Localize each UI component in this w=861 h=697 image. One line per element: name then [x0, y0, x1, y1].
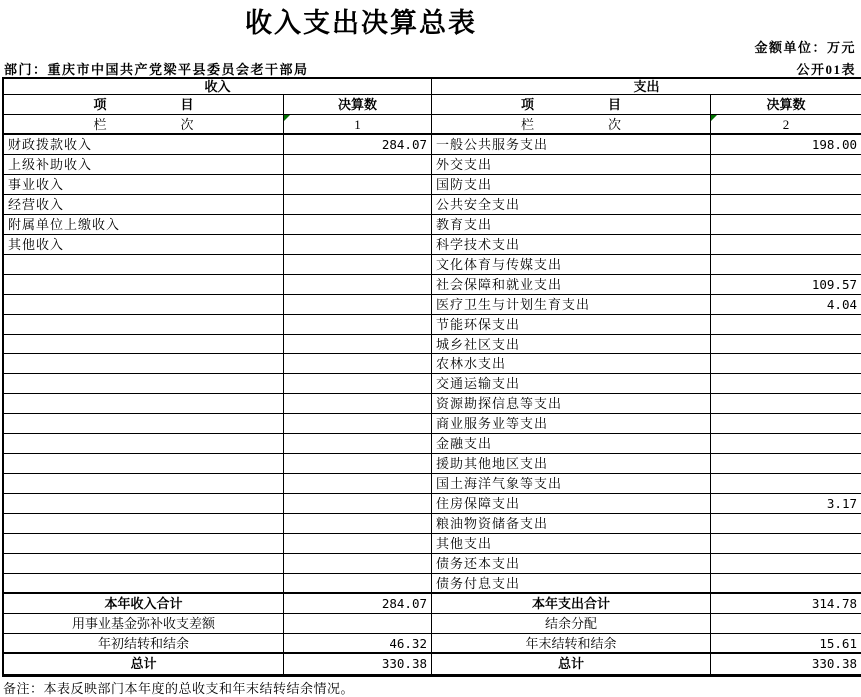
expense-value-cell [711, 554, 861, 574]
income-value-cell [284, 235, 432, 255]
expense-item-cell: 债务还本支出 [432, 554, 711, 574]
column-header-row [4, 95, 861, 115]
table-row [4, 554, 861, 574]
income-value-cell [284, 494, 432, 514]
expense-item-cell: 文化体育与传媒支出 [432, 255, 711, 275]
income-value-cell [284, 215, 432, 235]
income-value-cell [284, 275, 432, 295]
expense-value-cell [711, 235, 861, 255]
summary-expense-value-cell: 15.61 [711, 634, 861, 654]
income-item-cell [4, 295, 284, 315]
table-row [4, 175, 861, 195]
table-row [4, 354, 861, 374]
summary-income-value-cell [284, 614, 432, 634]
income-value-cell [284, 175, 432, 195]
income-value-cell [284, 255, 432, 275]
income-item-cell [4, 434, 284, 454]
income-item-cell: 经营收入 [4, 195, 284, 215]
income-value-cell [284, 335, 432, 355]
expense-value-cell [711, 434, 861, 454]
data-rows-container [4, 135, 861, 594]
meta-row [4, 59, 856, 78]
table-row [4, 335, 861, 355]
expense-section-header: 支出 [432, 79, 861, 95]
summary-expense-value-cell [711, 614, 861, 634]
income-value-cell [284, 195, 432, 215]
summary-row [4, 654, 861, 674]
income-value-cell [284, 434, 432, 454]
income-value-cell [284, 554, 432, 574]
expense-value-cell: 198.00 [711, 135, 861, 155]
income-lane-header [4, 115, 284, 135]
summary-row [4, 594, 861, 614]
expense-value-cell [711, 255, 861, 275]
income-item-cell [4, 394, 284, 414]
summary-expense-value-cell: 314.78 [711, 594, 861, 614]
expense-item-cell: 商业服务业等支出 [432, 414, 711, 434]
income-value-cell [284, 295, 432, 315]
table-row [4, 454, 861, 474]
income-item-column-header [4, 95, 284, 115]
income-item-cell [4, 354, 284, 374]
table-code-label: 公开01表 [796, 62, 856, 77]
income-section-header: 收入 [4, 79, 432, 95]
summary-rows-container [4, 594, 861, 674]
expense-item-cell: 医疗卫生与计划生育支出 [432, 295, 711, 315]
income-item-cell [4, 514, 284, 534]
income-item-cell [4, 275, 284, 295]
expense-item-cell: 公共安全支出 [432, 195, 711, 215]
summary-income-label-cell: 年初结转和结余 [4, 634, 284, 654]
expense-lane-number-cell [711, 115, 861, 135]
expense-value-cell [711, 215, 861, 235]
expense-lane-header [432, 115, 711, 135]
expense-item-cell: 其他支出 [432, 534, 711, 554]
table-row [4, 275, 861, 295]
page-title: 收入支出决算总表 [245, 8, 477, 38]
expense-item-cell: 金融支出 [432, 434, 711, 454]
income-value-cell: 284.07 [284, 135, 432, 155]
income-item-cell [4, 374, 284, 394]
expense-value-cell [711, 574, 861, 594]
expense-value-cell: 109.57 [711, 275, 861, 295]
summary-income-value-cell: 46.32 [284, 634, 432, 654]
income-item-cell: 上级补助收入 [4, 155, 284, 175]
expense-item-cell: 资源勘探信息等支出 [432, 394, 711, 414]
lane-number-row [4, 115, 861, 135]
income-item-cell [4, 474, 284, 494]
table-row [4, 434, 861, 454]
expense-item-cell: 节能环保支出 [432, 315, 711, 335]
summary-row [4, 614, 861, 634]
expense-value-cell: 4.04 [711, 295, 861, 315]
summary-income-label-cell: 用事业基金弥补收支差额 [4, 614, 284, 634]
lane-number: 1 [354, 117, 361, 132]
income-item-cell [4, 574, 284, 594]
header-char: 次 [608, 117, 622, 132]
expense-value-cell [711, 534, 861, 554]
summary-expense-label-cell: 结余分配 [432, 614, 711, 634]
expense-item-cell: 外交支出 [432, 155, 711, 175]
income-item-cell [4, 454, 284, 474]
expense-value-cell [711, 414, 861, 434]
expense-value-cell [711, 175, 861, 195]
footnote: 备注：本表反映部门本年度的总收支和年末结转结余情况。 [3, 681, 355, 696]
table-row [4, 295, 861, 315]
header-char: 目 [608, 97, 622, 112]
income-lane-number-cell [284, 115, 432, 135]
expense-value-cell [711, 374, 861, 394]
table-row [4, 195, 861, 215]
expense-item-cell: 农林水支出 [432, 354, 711, 374]
income-value-cell [284, 454, 432, 474]
table-row [4, 155, 861, 175]
income-item-cell [4, 414, 284, 434]
summary-expense-label-cell: 本年支出合计 [432, 594, 711, 614]
expense-item-cell: 教育支出 [432, 215, 711, 235]
table-row [4, 135, 861, 155]
table-row [4, 514, 861, 534]
header-char: 目 [180, 97, 194, 112]
expense-item-cell: 国防支出 [432, 175, 711, 195]
income-value-cell [284, 315, 432, 335]
summary-expense-value-cell: 330.38 [811, 655, 857, 671]
income-value-cell [284, 574, 432, 594]
expense-item-cell: 债务付息支出 [432, 574, 711, 594]
lane-number: 2 [782, 117, 790, 132]
income-item-cell: 事业收入 [4, 175, 284, 195]
summary-income-value-cell: 284.07 [284, 594, 432, 614]
income-item-cell: 财政拨款收入 [4, 135, 284, 155]
expense-item-cell: 一般公共服务支出 [432, 135, 711, 155]
table-row [4, 574, 861, 594]
income-value-cell [284, 414, 432, 434]
income-amount-column-header: 决算数 [284, 95, 432, 115]
income-value-cell [284, 155, 432, 175]
summary-expense-label-cell: 年末结转和结余 [432, 634, 711, 654]
expense-item-column-header [432, 95, 711, 115]
income-value-cell [284, 534, 432, 554]
expense-value-cell [711, 335, 861, 355]
income-item-cell [4, 534, 284, 554]
income-value-cell [284, 514, 432, 534]
expense-value-cell [711, 514, 861, 534]
table-row [4, 414, 861, 434]
expense-item-cell: 交通运输支出 [432, 374, 711, 394]
header-char: 项 [93, 97, 107, 112]
amount-unit-label: 金额单位：万元 [754, 40, 856, 55]
expense-item-cell: 城乡社区支出 [432, 335, 711, 355]
expense-value-cell: 3.17 [711, 494, 861, 514]
expense-value-cell [711, 474, 861, 494]
expense-item-cell: 科学技术支出 [432, 235, 711, 255]
header-char: 次 [180, 117, 194, 132]
expense-value-cell [711, 195, 861, 215]
expense-amount-column-header: 决算数 [711, 95, 861, 115]
summary-income-label-cell: 总计 [4, 654, 284, 674]
summary-row [4, 634, 861, 654]
income-item-cell [4, 494, 284, 514]
expense-value-cell [711, 454, 861, 474]
final-accounts-table [2, 77, 861, 677]
header-char: 栏 [520, 117, 534, 132]
expense-item-cell: 社会保障和就业支出 [432, 275, 711, 295]
cell-corner-flag-icon [711, 115, 717, 121]
table-row [4, 494, 861, 514]
table-row [4, 394, 861, 414]
income-item-cell: 其他收入 [4, 235, 284, 255]
income-item-cell [4, 335, 284, 355]
income-value-cell [284, 354, 432, 374]
cell-corner-flag-icon [284, 115, 290, 121]
expense-value-cell [711, 354, 861, 374]
table-row [4, 474, 861, 494]
income-value-cell [284, 394, 432, 414]
header-char: 项 [520, 97, 534, 112]
department-label: 部门：重庆市中国共产党梁平县委员会老干部局 [4, 62, 309, 77]
expense-item-cell: 住房保障支出 [432, 494, 711, 514]
income-value-cell [284, 474, 432, 494]
income-item-cell [4, 315, 284, 335]
table-row [4, 235, 861, 255]
income-item-cell: 附属单位上缴收入 [4, 215, 284, 235]
expense-value-cell [711, 155, 861, 175]
summary-income-label-cell: 本年收入合计 [4, 594, 284, 614]
table-row [4, 255, 861, 275]
table-row [4, 215, 861, 235]
income-value-cell [284, 374, 432, 394]
table-row [4, 315, 861, 335]
summary-income-value-cell: 330.38 [284, 654, 432, 674]
expense-value-cell [711, 315, 861, 335]
expense-item-cell: 援助其他地区支出 [432, 454, 711, 474]
income-item-cell [4, 255, 284, 275]
expense-value-cell [711, 394, 861, 414]
expense-item-cell: 国土海洋气象等支出 [432, 474, 711, 494]
summary-expense-label-cell: 总计 [432, 654, 711, 674]
expense-item-cell: 粮油物资储备支出 [432, 514, 711, 534]
table-row [4, 374, 861, 394]
income-item-cell [4, 554, 284, 574]
section-header-row [4, 79, 861, 95]
table-row [4, 534, 861, 554]
header-char: 栏 [93, 117, 107, 132]
